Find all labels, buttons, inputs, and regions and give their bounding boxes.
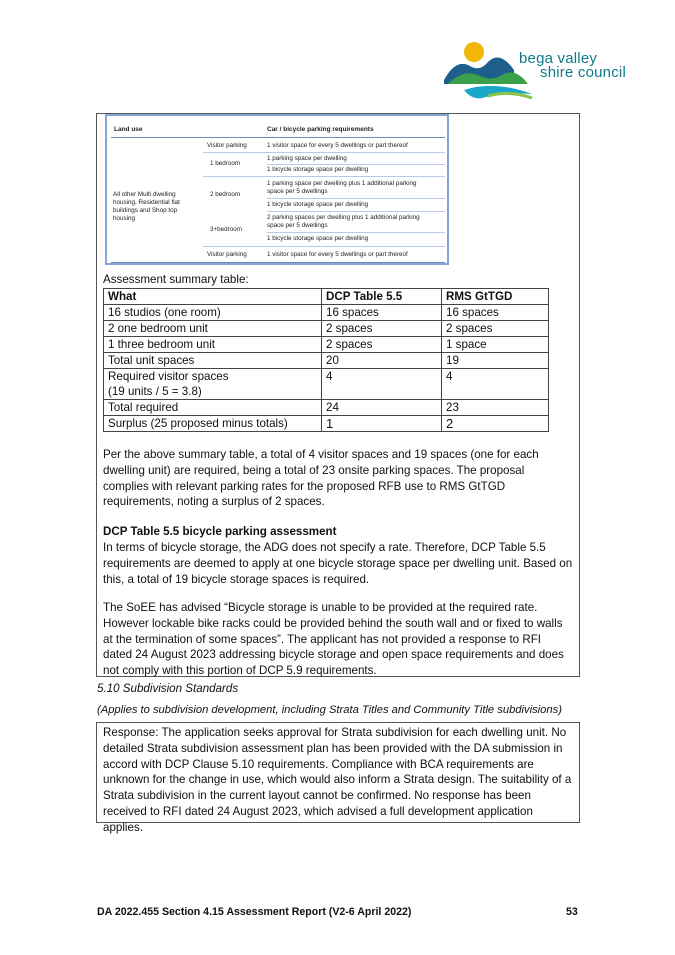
table-row: Surplus (25 proposed minus totals) 1 2: [104, 416, 549, 432]
row-requirement: 1 parking space per dwelling plus 1 additional parking: [267, 180, 417, 187]
section-title: 5.10 Subdivision Standards: [97, 682, 239, 695]
logo-text-line1: bega valley: [519, 50, 598, 67]
header-dcp: DCP Table 5.5: [322, 289, 442, 305]
assessment-summary-table: [103, 288, 549, 432]
response-text: Response: The application seeks approval for Strata subdivision for each dwelling unit. No detailed Strata subdivision assessment plan has been provided with the DA submission in accord with DCP Clause 5.10 requirements. Compliance with BCA requirements are unknown for the change in use, which would also inform a Strata design. The suitability of a Strata subdivision in the current layout cannot be confirmed. No response has been received to RFI dated 24 August 2023, which advised a full development application applies.: [103, 726, 572, 834]
table-row: 16 studios (one room) 16 spaces 16 spaces: [104, 305, 549, 321]
soee-paragraph: The SoEE has advised “Bicycle storage is unable to be provided at the required rate. However lockable bike racks could be provided behind the south wall and or fixed to walls at the termination of some spaces”. The applicant has not provided a response to RFI dated 24 August 2023 addressing bicycle storage and open space requirements and does not comply with this portion of DCP 5.9 requirements.: [103, 601, 564, 678]
header-what: What: [104, 289, 322, 305]
logo-text-line2: shire council: [540, 64, 626, 81]
row-requirement: 1 bicycle storage space per dwelling: [267, 235, 369, 242]
table-row: 1 three bedroom unit 2 spaces 1 space: [104, 337, 549, 353]
row-requirement: 1 bicycle storage space per dwelling: [267, 166, 369, 173]
table-row: 2 one bedroom unit 2 spaces 2 spaces: [104, 321, 549, 337]
table-row: Total required 24 23: [104, 400, 549, 416]
row-type: 1 bedroom: [210, 160, 241, 167]
bicycle-paragraph: In terms of bicycle storage, the ADG does not specify a rate. Therefore, DCP Table 5.5 requirements are deemed to apply at one bicycle storage space per dwelling unit. Based on this, a total of 19 bicycle storage spaces is required.: [103, 541, 573, 586]
footer-report-title: DA 2022.455 Section 4.15 Assessment Report (V2-6 April 2022): [97, 906, 412, 918]
summary-caption: Assessment summary table:: [103, 273, 249, 286]
header-requirements: Car / bicycle parking requirements: [267, 126, 374, 133]
land-use-cell: All other Multi dwelling housing, Residential flat buildings and Shop top housing: [113, 191, 180, 222]
header-rms: RMS GtTGD: [442, 289, 549, 305]
row-requirement: space per 5 dwellings: [267, 222, 328, 229]
council-logo: [444, 40, 634, 102]
table-header-row: [104, 289, 549, 305]
logo-sun: [464, 42, 484, 62]
row-type: 3+bedroom: [210, 226, 243, 233]
row-requirement: 1 visitor space for every 5 dwellings or part thereof: [267, 251, 408, 258]
section-subtitle: (Applies to subdivision development, including Strata Titles and Community Title subdivisions): [97, 704, 562, 716]
row-requirement: 1 bicycle storage space per dwelling: [267, 201, 369, 208]
table-row: Total unit spaces 20 19: [104, 353, 549, 369]
row-type: Visitor parking: [207, 251, 247, 258]
row-requirement: 2 parking spaces per dwelling plus 1 additional parking: [267, 214, 420, 221]
header-land-use: Land use: [114, 126, 143, 133]
row-type: Visitor parking: [207, 142, 247, 149]
row-requirement: space per 5 dwellings: [267, 188, 328, 195]
table-row: Required visitor spaces (19 units / 5 = 3.8) 4 4: [104, 369, 549, 400]
parking-requirements-table: [105, 114, 449, 265]
bicycle-heading: DCP Table 5.5 bicycle parking assessment: [103, 525, 337, 538]
row-type: 2 bedroom: [210, 191, 241, 198]
page-number: 53: [566, 906, 578, 918]
logo-wave: [488, 93, 532, 98]
header-rule: [111, 137, 445, 138]
row-requirement: 1 visitor space for every 5 dwellings or part thereof: [267, 142, 408, 149]
summary-paragraph: Per the above summary table, a total of 4 visitor spaces and 19 spaces (one for each dwelling unit) are required, being a total of 23 onsite parking spaces. The proposal complies with relevant parking rates for the proposed RFB use to RMS GtTGD requirements, noting a surplus of 2 spaces.: [103, 448, 539, 509]
row-requirement: 1 parking space per dwelling: [267, 155, 347, 162]
